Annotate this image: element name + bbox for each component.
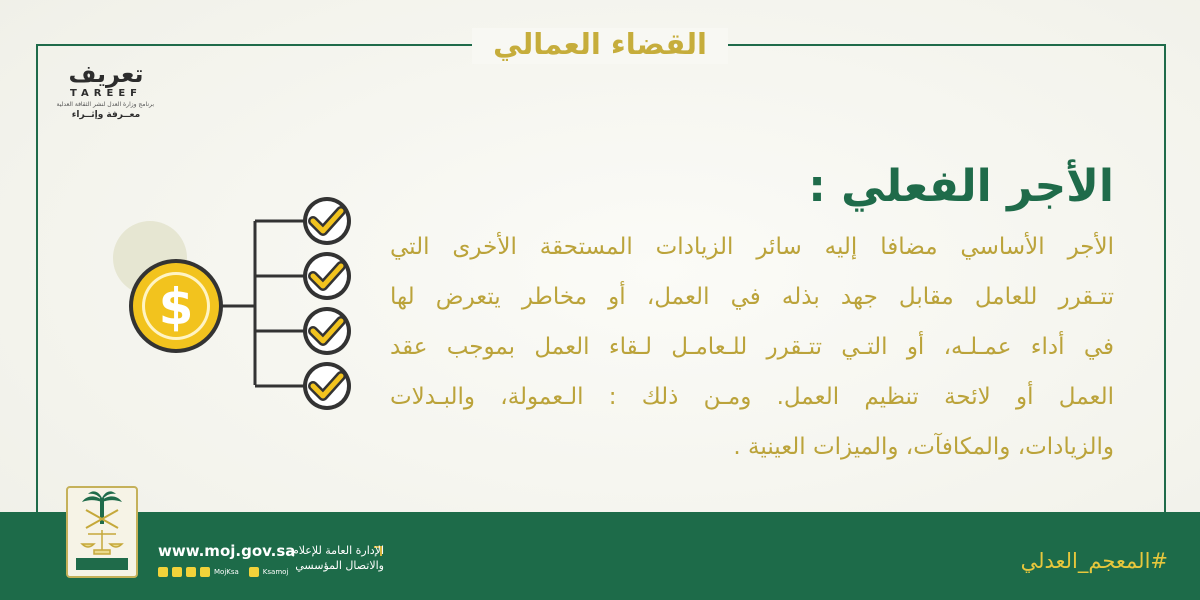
scales-of-justice-icon [82,530,122,554]
youtube-icon[interactable] [249,567,259,577]
page-title: القضاء العمالي [493,27,707,61]
definition-line: والزيادات، والمكافآت، والميزات العينية . [733,434,1114,460]
snapchat-icon[interactable] [186,567,196,577]
connector-lines [217,221,305,386]
linkedin-icon[interactable] [200,567,210,577]
definition-line: تتـقرر للعامل مقابل جهد بذله في العمل، أو مخاطر يتعرض لها [390,284,1114,310]
checkmark-icon [303,252,351,300]
tareef-logo-tagline: معــرفة وإثــراء [71,110,141,120]
tareef-logo [58,60,154,144]
definition-paragraph [390,222,1114,472]
term-heading: الأجر الفعلي : [808,161,1114,212]
emblem-banner [76,558,128,570]
salary-illustration-graphic [100,180,370,420]
dollar-symbol: $ [158,278,194,336]
department-name [276,543,384,573]
social-links [158,566,294,578]
ministry-emblem [66,486,138,578]
definition-line: في أداء عمـلـه، أو التـي تتـقرر للـعامـل لـقاء العمل بموجب عقد [390,334,1114,360]
definition-line: الأجر الأساسي مضافا إليه سائر الزيادات المستحقة الأخرى التي [390,234,1114,260]
department-name-line: والاتصال المؤسسي [295,559,384,572]
checkmark-icon [303,197,351,245]
tareef-logo-english: TAREEF [70,88,142,99]
definition-line: العمل أو لائحة تنظيم العمل. ومـن ذلك : الـعمولة، والبـدلات [390,384,1114,410]
checkmark-icon [303,307,351,355]
dollar-coin-icon [129,259,223,353]
department-name-line: الإدارة العامة للإعلام [291,544,384,557]
twitter-icon[interactable] [158,567,168,577]
social-handle[interactable]: MojKsa [214,568,239,576]
salary-illustration [100,180,370,420]
tareef-logo-arabic: تعريف [68,60,144,88]
website-url[interactable]: www.moj.gov.sa [158,542,296,560]
tareef-logo-subtitle: برنامج وزارة العدل لنشر الثقافة العدلية [56,101,154,108]
hashtag-text[interactable]: #المعجم_العدلي [1020,549,1168,573]
instagram-icon[interactable] [172,567,182,577]
ministry-emblem-graphic [68,488,136,576]
social-handle[interactable]: Ksamoj [262,568,289,576]
checkmark-icon [303,362,351,410]
